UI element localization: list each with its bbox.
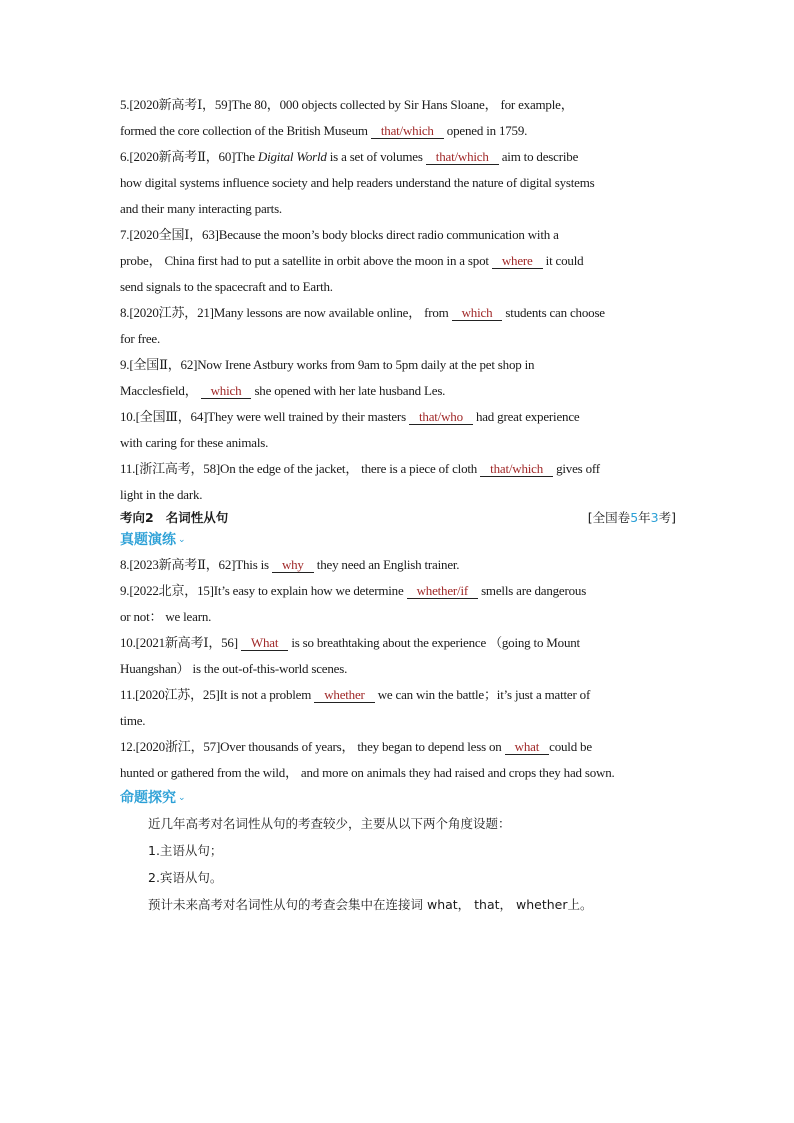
answer-blank: why [272,557,314,573]
section-title [120,508,228,528]
source-prefix: [全国卷 [587,510,631,525]
question-text: it could [542,253,584,268]
question-text: could be [549,739,592,754]
answer-blank: whether [314,687,374,703]
section-header [120,508,676,528]
question-text: Huangshan） is the out-of-this-world scenes. [120,661,348,676]
question-text: 11.[浙江高考，58]On the edge of the jacket， there is a piece of cloth [120,461,481,476]
source-number: 3 [650,510,659,525]
source-suffix: 考] [658,510,676,525]
source-mid: 年 [638,510,651,525]
analysis-line: 1.主语从句； [148,843,223,858]
question-6 [120,144,676,222]
question-text: or not： we learn. [120,609,212,624]
question-5 [120,92,676,144]
answer-blank: that/which [426,149,499,165]
question-text: 10.[全国Ⅲ，64]They were well trained by their masters [120,409,409,424]
answer-blank: where [492,253,543,269]
question-text: 9.[全国Ⅱ，62]Now Irene Astbury works from 9am to 5pm daily at the pet shop in [120,357,535,372]
question-text: opened in 1759. [443,123,528,138]
question-9a [120,352,676,404]
section-topic: 名词性从句 [165,510,229,525]
answer-blank: what [505,739,549,755]
question-text: and their many interacting parts. [120,201,282,216]
source-number: 5 [630,510,639,525]
chevron-down-icon: ⌄ [178,535,186,545]
section-label: 考向2 [120,510,154,525]
question-text: hunted or gathered from the wild， and more on animals they had raised and crops they had sown. [120,765,615,780]
question-text: time. [120,713,146,728]
answer-blank: whether/if [407,583,478,599]
question-text: had great experience [472,409,580,424]
question-10b [120,630,676,682]
question-text: light in the dark. [120,487,203,502]
question-10a [120,404,676,456]
question-text: she opened with her late husband Les. [251,383,446,398]
question-text: 9.[2022北京，15]It’s easy to explain how we determine [120,583,407,598]
question-text: 10.[2021新高考Ⅰ，56] [120,635,241,650]
analysis-line: 预计未来高考对名词性从句的考查会集中在连接词 what， that， whether上。 [148,897,593,912]
chevron-down-icon: ⌄ [178,793,186,803]
analysis-line: 近几年高考对名词性从句的考查较少，主要从以下两个角度设题： [148,816,511,831]
question-text: 12.[2020浙江，57]Over thousands of years， they began to depend less on [120,739,505,754]
subheading-text: 真题演练 [120,532,176,548]
question-text: Macclesfield， [120,383,198,398]
subheading-text: 命题探究 [120,790,176,806]
question-text: we can win the battle；it’s just a matter of [374,687,591,702]
answer-blank: What [241,635,288,651]
answer-blank: that/which [371,123,444,139]
question-8a [120,300,676,352]
question-text: 5.[2020新高考Ⅰ，59]The 80，000 objects collected by Sir Hans Sloane， for example， [120,97,574,112]
subheading-practice [120,528,676,552]
question-text: is a set of volumes [326,149,426,164]
answer-blank: that/who [409,409,473,425]
question-11b [120,682,676,734]
question-text: 7.[2020全国Ⅰ，63]Because the moon’s body blocks direct radio communication with a [120,227,559,242]
answer-blank: which [201,383,252,399]
question-8b [120,552,676,578]
question-text: students can choose [502,305,605,320]
question-text: they need an English trainer. [313,557,460,572]
question-text: with caring for these animals. [120,435,269,450]
worksheet-page [120,92,676,918]
question-text: for free. [120,331,161,346]
subheading-analysis [120,786,676,810]
question-text: gives off [553,461,600,476]
question-text: how digital systems influence society and help readers understand the nature of digital systems [120,175,595,190]
book-title: Digital World [257,149,327,164]
question-text: 8.[2023新高考Ⅱ，62]This is [120,557,272,572]
question-text: probe， China first had to put a satellite in orbit above the moon in a spot [120,253,492,268]
section-source [588,508,676,528]
answer-blank: which [452,305,503,321]
question-9b [120,578,676,630]
question-text: smells are dangerous [478,583,587,598]
question-12b [120,734,676,786]
answer-blank: that/which [480,461,553,477]
question-text: aim to describe [498,149,579,164]
question-7 [120,222,676,300]
question-text: 8.[2020江苏，21]Many lessons are now available online， from [120,305,452,320]
question-text: is so breathtaking about the experience （going to Mount [288,635,580,650]
question-text: send signals to the spacecraft and to Earth. [120,279,333,294]
question-text: 11.[2020江苏，25]It is not a problem [120,687,315,702]
question-text: formed the core collection of the British Museum [120,123,371,138]
question-text: 6.[2020新高考Ⅱ，60]The [120,149,258,164]
analysis-line: 2.宾语从句。 [148,870,223,885]
question-11a [120,456,676,508]
